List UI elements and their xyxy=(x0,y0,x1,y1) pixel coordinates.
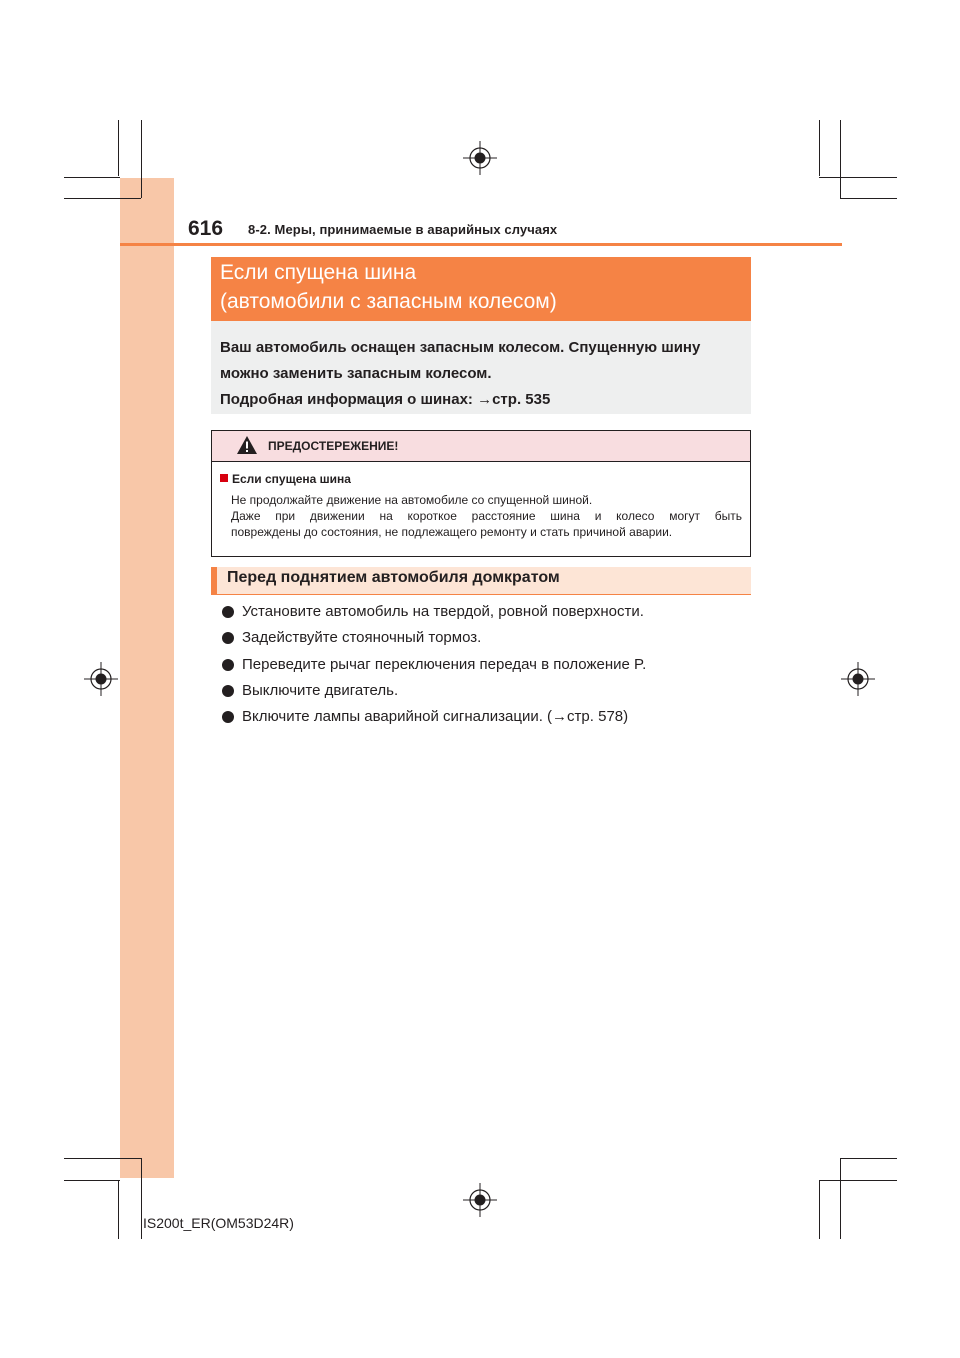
registration-mark-icon xyxy=(841,662,875,696)
bullet-icon xyxy=(222,685,234,697)
bullet-icon xyxy=(222,632,234,644)
bullet-icon xyxy=(222,606,234,618)
warning-box xyxy=(211,430,751,557)
section-title-box xyxy=(211,257,751,321)
warning-triangle-icon xyxy=(236,435,258,455)
step-text: Переведите рычаг переключения передач в положение P. xyxy=(242,655,647,673)
warning-text xyxy=(220,492,742,540)
list-item xyxy=(222,678,646,704)
intro-ref-link[interactable]: стр. 535 xyxy=(492,391,551,408)
registration-mark-icon xyxy=(84,662,118,696)
warning-header xyxy=(212,431,750,462)
page-number: 616 xyxy=(188,217,224,240)
warning-line3: повреждены до состояния, не подлежащего ремонту и стать причиной аварии. xyxy=(231,525,673,539)
warning-title: ПРЕДОСТЕРЕЖЕНИЕ! xyxy=(268,439,399,453)
intro-box xyxy=(211,321,751,414)
list-item xyxy=(222,625,646,651)
header-rule xyxy=(120,243,842,246)
chapter-title: 8-2. Меры, принимаемые в аварийных случаях xyxy=(248,222,558,237)
side-band xyxy=(120,178,174,1178)
document-code: IS200t_ER(OM53D24R) xyxy=(143,1215,294,1231)
arrow-right-icon: → xyxy=(477,391,493,408)
warning-line2: Даже при движении на короткое расстояние шина и колесо могут быть xyxy=(231,509,742,523)
warning-body xyxy=(212,462,750,540)
list-item xyxy=(222,704,646,730)
step-text: Задействуйте стояночный тормоз. xyxy=(242,629,482,647)
intro-reference xyxy=(220,387,743,413)
list-item xyxy=(222,599,646,625)
page-title-line1: Если спущена шина xyxy=(220,261,417,284)
intro-line2: можно заменить запасным колесом. xyxy=(220,365,492,382)
page-title-line2: (автомобили с запасным колесом) xyxy=(220,290,557,313)
bullet-icon xyxy=(222,711,234,723)
intro-ref-prefix: Подробная информация о шинах: xyxy=(220,391,478,408)
intro-line1: Ваш автомобиль оснащен запасным колесом. Спущенную шину xyxy=(220,339,701,356)
bullet-icon xyxy=(222,659,234,671)
warning-subheading xyxy=(220,470,742,488)
warning-line1: Не продолжайте движение на автомобиле со спущенной шиной. xyxy=(231,493,593,507)
steps-list xyxy=(222,599,646,730)
registration-mark-icon xyxy=(463,141,497,175)
step-text: Выключите двигатель. xyxy=(242,681,399,699)
step-text: Установите автомобиль на твердой, ровной поверхности. xyxy=(242,603,644,620)
red-square-icon xyxy=(220,474,228,482)
step-text[interactable]: Включите лампы аварийной сигнализации. (→стр. 578) xyxy=(242,708,629,726)
subsection-heading: Перед поднятием автомобиля домкратом xyxy=(211,567,751,595)
registration-mark-icon xyxy=(463,1183,497,1217)
warning-subheading-text: Если спущена шина xyxy=(232,472,351,486)
list-item xyxy=(222,652,646,678)
